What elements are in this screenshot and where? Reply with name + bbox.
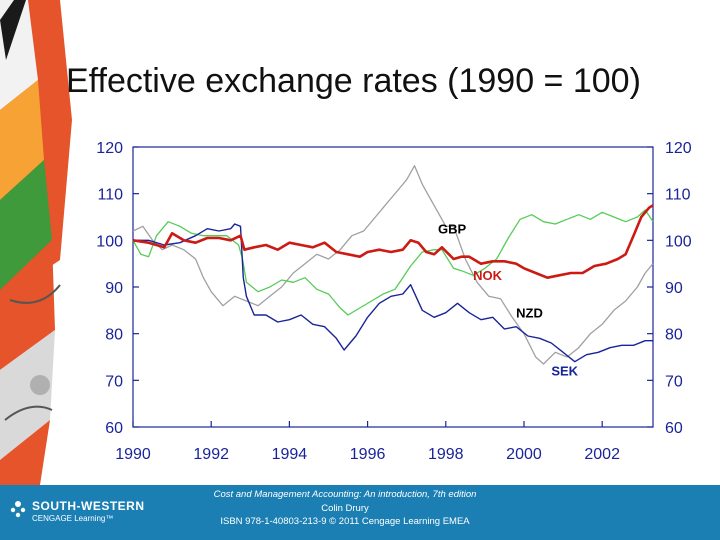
series-label-nzd: NZD xyxy=(516,305,543,321)
y-tick-label-left: 110 xyxy=(97,186,123,204)
footer-credits xyxy=(185,488,505,529)
publisher-logo xyxy=(10,499,145,526)
brand-name: SOUTH-WESTERN xyxy=(32,499,145,513)
y-tick-label-left: 70 xyxy=(105,373,123,391)
y-tick-label-right: 120 xyxy=(665,140,692,157)
x-tick-label: 1994 xyxy=(271,446,308,463)
y-tick-label-left: 100 xyxy=(96,233,123,251)
y-tick-label-left: 80 xyxy=(105,326,123,344)
credit-book-title: Cost and Management Accounting: An introduction, 7th edition xyxy=(213,489,477,500)
x-tick-label: 1998 xyxy=(427,446,464,463)
plot-frame xyxy=(133,147,653,427)
x-tick-label: 1992 xyxy=(193,446,229,463)
series-line-sek xyxy=(133,224,653,362)
footer-bar xyxy=(0,485,720,540)
y-tick-label-right: 60 xyxy=(665,420,683,437)
series-line-nok xyxy=(133,210,653,315)
credit-author: Colin Drury xyxy=(321,502,369,514)
cengage-logo-icon xyxy=(10,499,26,521)
x-tick-label: 1996 xyxy=(349,446,386,463)
brand-subtitle: CENGAGE Learning™ xyxy=(32,514,114,523)
y-tick-label-right: 90 xyxy=(665,280,683,297)
x-tick-label: 2002 xyxy=(584,446,620,463)
series-label-gbp: GBP xyxy=(437,221,467,237)
y-tick-label-right: 70 xyxy=(665,373,683,391)
slide-title: Effective exchange rates (1990 = 100) xyxy=(66,62,641,100)
credit-isbn: ISBN 978-1-40803-213-9 © 2011 Cengage Learning EMEA xyxy=(220,516,470,527)
y-tick-label-left: 90 xyxy=(105,280,123,297)
series-label-nok: NOK xyxy=(473,268,503,283)
y-tick-label-right: 100 xyxy=(665,233,692,251)
x-tick-label: 2000 xyxy=(506,446,542,463)
series-label-sek: SEK xyxy=(551,363,579,379)
y-tick-label-right: 110 xyxy=(665,186,691,204)
y-tick-label-left: 60 xyxy=(105,420,123,437)
y-tick-label-left: 120 xyxy=(96,140,123,157)
y-tick-label-right: 80 xyxy=(665,326,683,344)
x-tick-label: 1990 xyxy=(115,446,151,463)
exchange-rate-chart xyxy=(85,133,705,473)
series-line-nzd xyxy=(133,166,653,364)
